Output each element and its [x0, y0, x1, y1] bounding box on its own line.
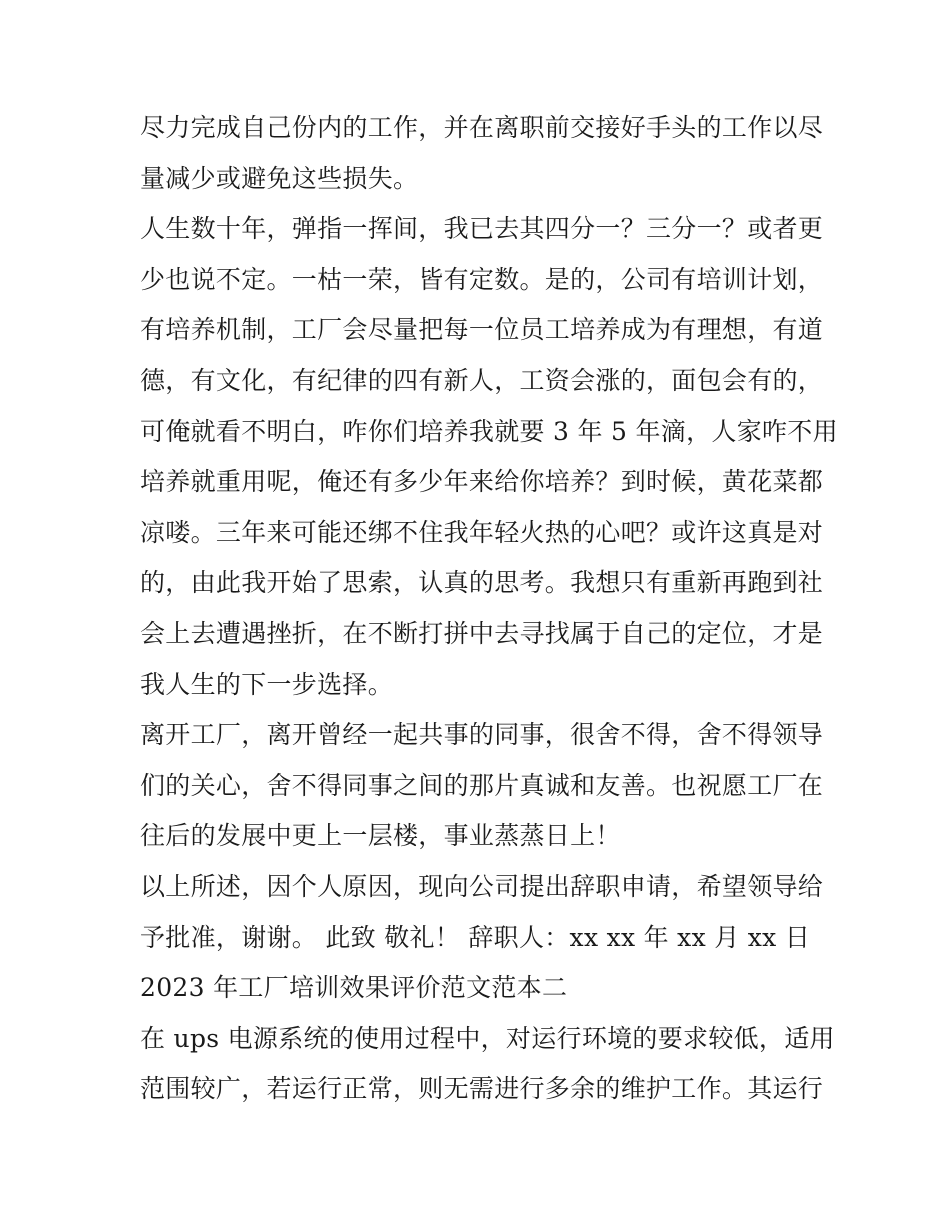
text-line: 德，有文化，有纪律的四有新人，工资会涨的，面包会有的，	[140, 365, 824, 395]
text-line: 可俺就看不明白，咋你们培养我就要 3 年 5 年滴，人家咋不用	[140, 416, 838, 446]
text-line: 往后的发展中更上一层楼，事业蒸蒸日上！	[140, 821, 621, 851]
text-line: 会上去遭遇挫折，在不断打拼中去寻找属于自己的定位，才是	[140, 618, 824, 648]
text-line: 凉喽。三年来可能还绑不住我年轻火热的心吧？或许这真是对	[140, 517, 824, 547]
text-line: 人生数十年，弹指一挥间，我已去其四分一？三分一？或者更	[140, 214, 824, 244]
text-line: 以上所述，因个人原因，现向公司提出辞职申请，希望领导给	[140, 871, 824, 901]
section-heading: 2023 年工厂培训效果评价范文范本二	[140, 973, 568, 1003]
text-line: 有培养机制，工厂会尽量把每一位员工培养成为有理想，有道	[140, 315, 824, 345]
text-line: 少也说不定。一枯一荣，皆有定数。是的，公司有培训计划，	[140, 264, 824, 294]
text-line: 范围较广，若运行正常，则无需进行多余的维护工作。其运行	[140, 1074, 824, 1104]
document-body	[140, 103, 838, 1115]
text-line: 培养就重用呢，俺还有多少年来给你培养？到时候，黄花菜都	[140, 467, 824, 497]
text-line: 们的关心，舍不得同事之间的那片真诚和友善。也祝愿工厂在	[140, 770, 824, 800]
text-line: 我人生的下一步选择。	[140, 669, 394, 699]
text-line: 离开工厂，离开曾经一起共事的同事，很舍不得，舍不得领导	[140, 720, 824, 750]
text-line: 量减少或避免这些损失。	[140, 163, 419, 193]
text-line: 的，由此我开始了思索，认真的思考。我想只有重新再跑到社	[140, 568, 824, 598]
text-line: 在 ups 电源系统的使用过程中，对运行环境的要求较低，适用	[140, 1023, 835, 1053]
text-line: 尽力完成自己份内的工作，并在离职前交接好手头的工作以尽	[140, 113, 824, 142]
signature-line: 予批准，谢谢。 此致 敬礼！ 辞职人：xx xx 年 xx 月 xx 日	[140, 922, 811, 952]
